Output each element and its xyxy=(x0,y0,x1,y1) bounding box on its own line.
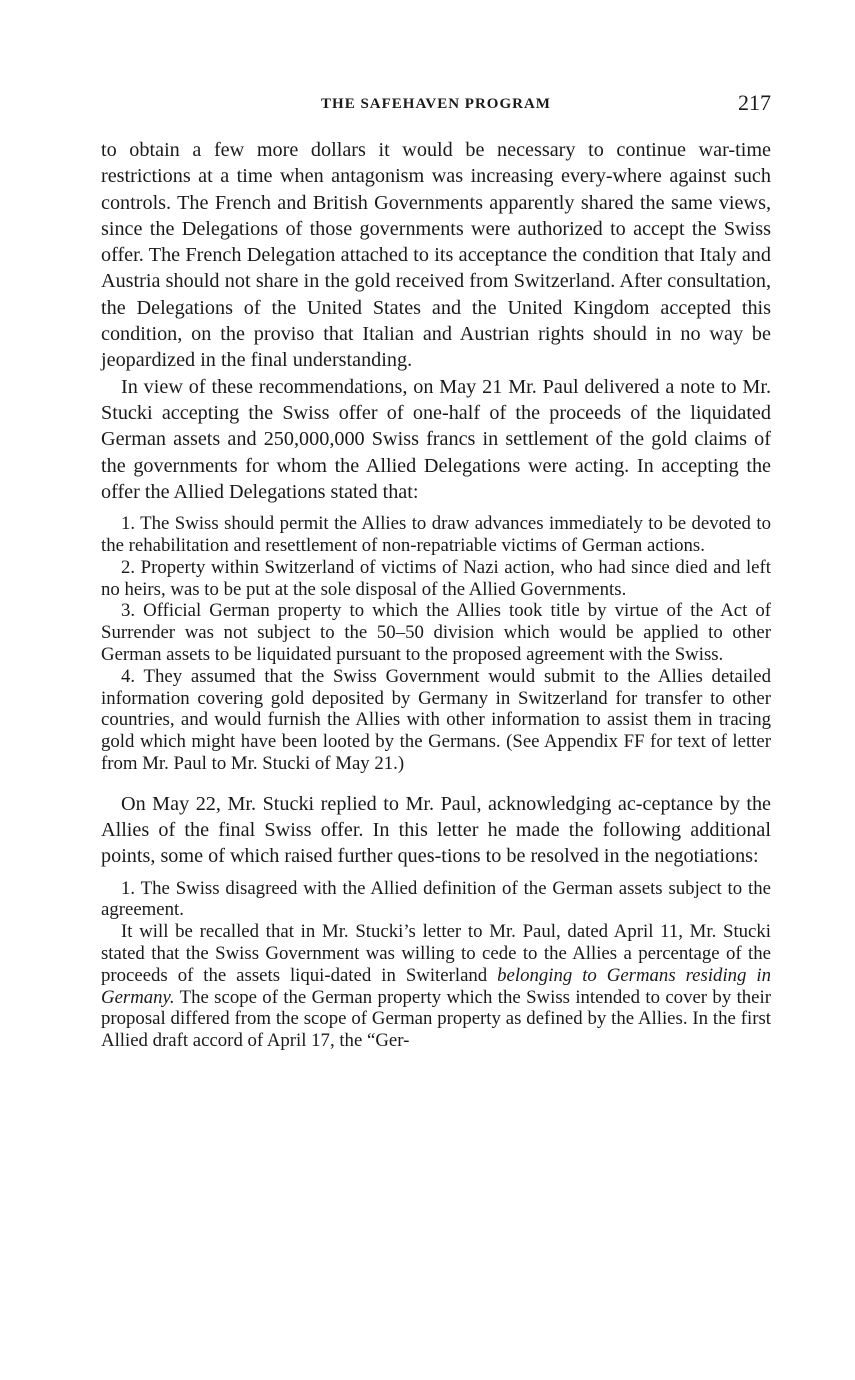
allied-condition-item: 1. The Swiss should permit the Allies to draw advances immediately to be devoted to the rehabilitation and resettlement of non-repatriable victims of German actions. xyxy=(101,513,771,556)
allied-condition-item: 4. They assumed that the Swiss Government would submit to the Allies detailed information covering gold deposited by Germany in Switzerland for transfer to other countries, and would furnish the Allies with other information to assist them in tracing gold which might have been looted by the Germans. (See Appendix FF for text of letter from Mr. Paul to Mr. Stucki of May 21.) xyxy=(101,665,771,774)
body-text xyxy=(101,137,771,1052)
paragraph-acceptance-note: In view of these recommendations, on May 21 Mr. Paul delivered a note to Mr. Stucki accepting the Swiss offer of one-half of the proceeds of the liquidated German assets and 250,000,000 Swiss francs in settlement of the gold claims of the governments for whom the Allied Delegations were acting. In accepting the offer the Allied Delegations stated that: xyxy=(101,375,771,503)
paragraph-continuation: to obtain a few more dollars it would be necessary to continue war-time restrictions at a time when antagonism was increasing every-where against such controls. The French and British Governments apparently shared the same views, since the Delegations of those governments were authorized to accept the Swiss offer. The French Delegation attached to its acceptance the condition that Italy and Austria should not share in the gold received from Switzerland. After consultation, the Delegations of the United States and the United Kingdom accepted this condition, on the proviso that Italian and Austrian rights should in no way be jeopardized in the final understanding. xyxy=(101,139,771,372)
paragraph-stucki-reply: On May 22, Mr. Stucki replied to Mr. Paul, acknowledging ac-ceptance by the Allies of the final Swiss offer. In this letter he made the following additional points, some of which raised further ques-tions to be resolved in the negotiations: xyxy=(101,792,771,868)
page-header xyxy=(101,90,771,120)
allied-condition-item: 2. Property within Switzerland of victims of Nazi action, who had since died and left no heirs, was to be put at the sole disposal of the Allied Governments. xyxy=(101,556,771,600)
allied-condition-item: 3. Official German property to which the Allies took title by virtue of the Act of Surrender was not subject to the 50–50 division which would be applied to other German assets to be liquidated pursuant to the proposed agreement with the Swiss. xyxy=(101,600,771,665)
page-number: 217 xyxy=(738,90,771,115)
swiss-point-item: 1. The Swiss disagreed with the Allied definition of the German assets subject to the agreement. xyxy=(101,877,771,921)
swiss-points-list xyxy=(101,878,771,1052)
allied-conditions-list xyxy=(101,513,771,775)
running-head: THE SAFEHAVEN PROGRAM xyxy=(321,96,551,112)
detail-text: The scope of the German property which the Swiss intended to cover by their proposal differed from the scope of German property as defined by the Allies. In the first Allied draft accord of April 17, the “Ger- xyxy=(101,986,771,1052)
detail-text: It will be recalled that in Mr. Stucki’s letter to Mr. Paul, dated April 11, Mr. Stucki stated that the Swiss Government was willing to cede to the Allies a percentage of the proceeds of the assets liqui-dated in Switerland xyxy=(101,921,771,986)
swiss-point-detail xyxy=(101,921,771,1052)
detail-italic-text: belonging to Germans residing in Germany. xyxy=(101,964,771,1008)
